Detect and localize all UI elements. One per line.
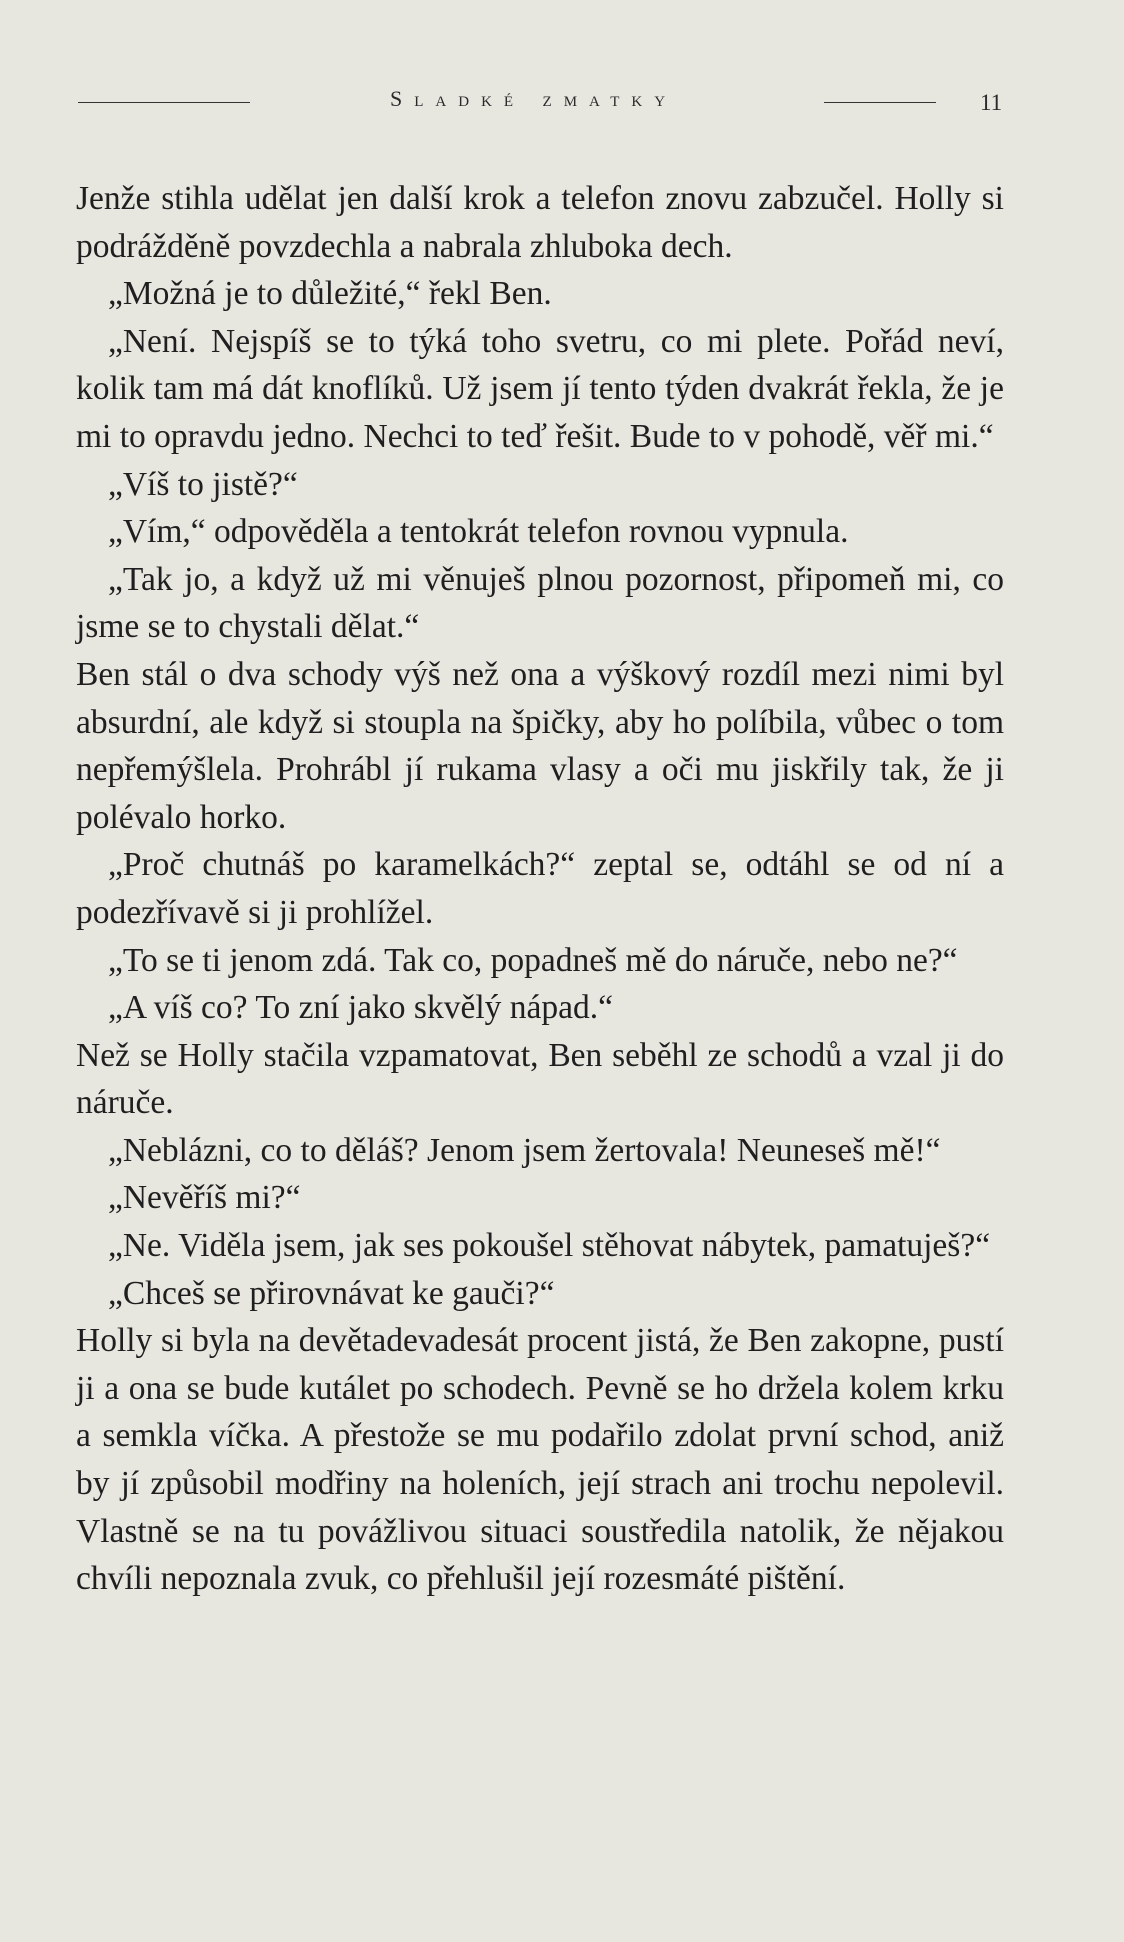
book-title: Sladké zmatky: [390, 86, 678, 111]
paragraph: „Proč chutnáš po karamelkách?“ zeptal se, odtáhl se od ní a podezřívavě si ji prohlížel.: [76, 846, 1004, 931]
header-rule-left: [78, 102, 250, 103]
page-number: 11: [980, 90, 1003, 115]
paragraph: „Neblázni, co to děláš? Jenom jsem žertovala! Neuneseš mě!“: [108, 1131, 941, 1169]
paragraph: „Nevěříš mi?“: [108, 1179, 301, 1217]
paragraph: Než se Holly stačila vzpamatovat, Ben seběhl ze schodů a vzal ji do náruče.: [76, 1036, 1004, 1122]
paragraph: Jenže stihla udělat jen další krok a telefon znovu zabzučel. Holly si podrážděně povzdechla a nabrala zhluboka dech.: [76, 180, 1004, 265]
header-rule-right: [824, 102, 936, 103]
body-text: [76, 175, 1004, 1603]
paragraph: „Víš to jistě?“: [108, 465, 298, 503]
paragraph: „To se ti jenom zdá. Tak co, popadneš mě do náruče, nebo ne?“: [108, 941, 958, 979]
paragraph: „Ne. Viděla jsem, jak ses pokoušel stěhovat nábytek, pamatuješ?“: [108, 1227, 991, 1265]
paragraph: „Chceš se přirovnávat ke gauči?“: [108, 1274, 555, 1312]
paragraph: „Možná je to důležité,“ řekl Ben.: [108, 275, 552, 313]
paragraph: „Tak jo, a když už mi věnuješ plnou pozornost, připomeň mi, co jsme se to chystali dělat.“: [76, 560, 1004, 646]
paragraph: Ben stál o dva schody výš než ona a výškový rozdíl mezi nimi byl absurdní, ale když si stoupla na špičky, aby ho políbila, vůbec o tom nepřemýšlela. Prohrábl jí rukama vlasy a oči mu jiskřily tak, že ji polévalo horko.: [76, 655, 1004, 836]
paragraph: „A víš co? To zní jako skvělý nápad.“: [108, 989, 613, 1027]
paragraph: „Vím,“ odpověděla a tentokrát telefon rovnou vypnula.: [108, 513, 849, 551]
running-head: [0, 82, 1124, 122]
paragraph: Holly si byla na devětadevadesát procent jistá, že Ben zakopne, pustí ji a ona se bude kutálet po schodech. Pevně se ho držela kolem krku a semkla víčka. A přestože se mu podařilo zdolat první schod, aniž by jí způsobil modřiny na holeních, její strach ani trochu nepolevil. Vlastně se na tu povážlivou situaci soustředila natolik, že nějakou chvíli nepoznala zvuk, co přehlušil její rozesmáté pištění.: [76, 1322, 1004, 1598]
paragraph: „Není. Nejspíš se to týká toho svetru, co mi plete. Pořád neví, kolik tam má dát knoflíků. Už jsem jí tento týden dvakrát řekla, že je mi to opravdu jedno. Nechci to teď řešit. Bude to v pohodě, věř mi.“: [76, 322, 1004, 455]
